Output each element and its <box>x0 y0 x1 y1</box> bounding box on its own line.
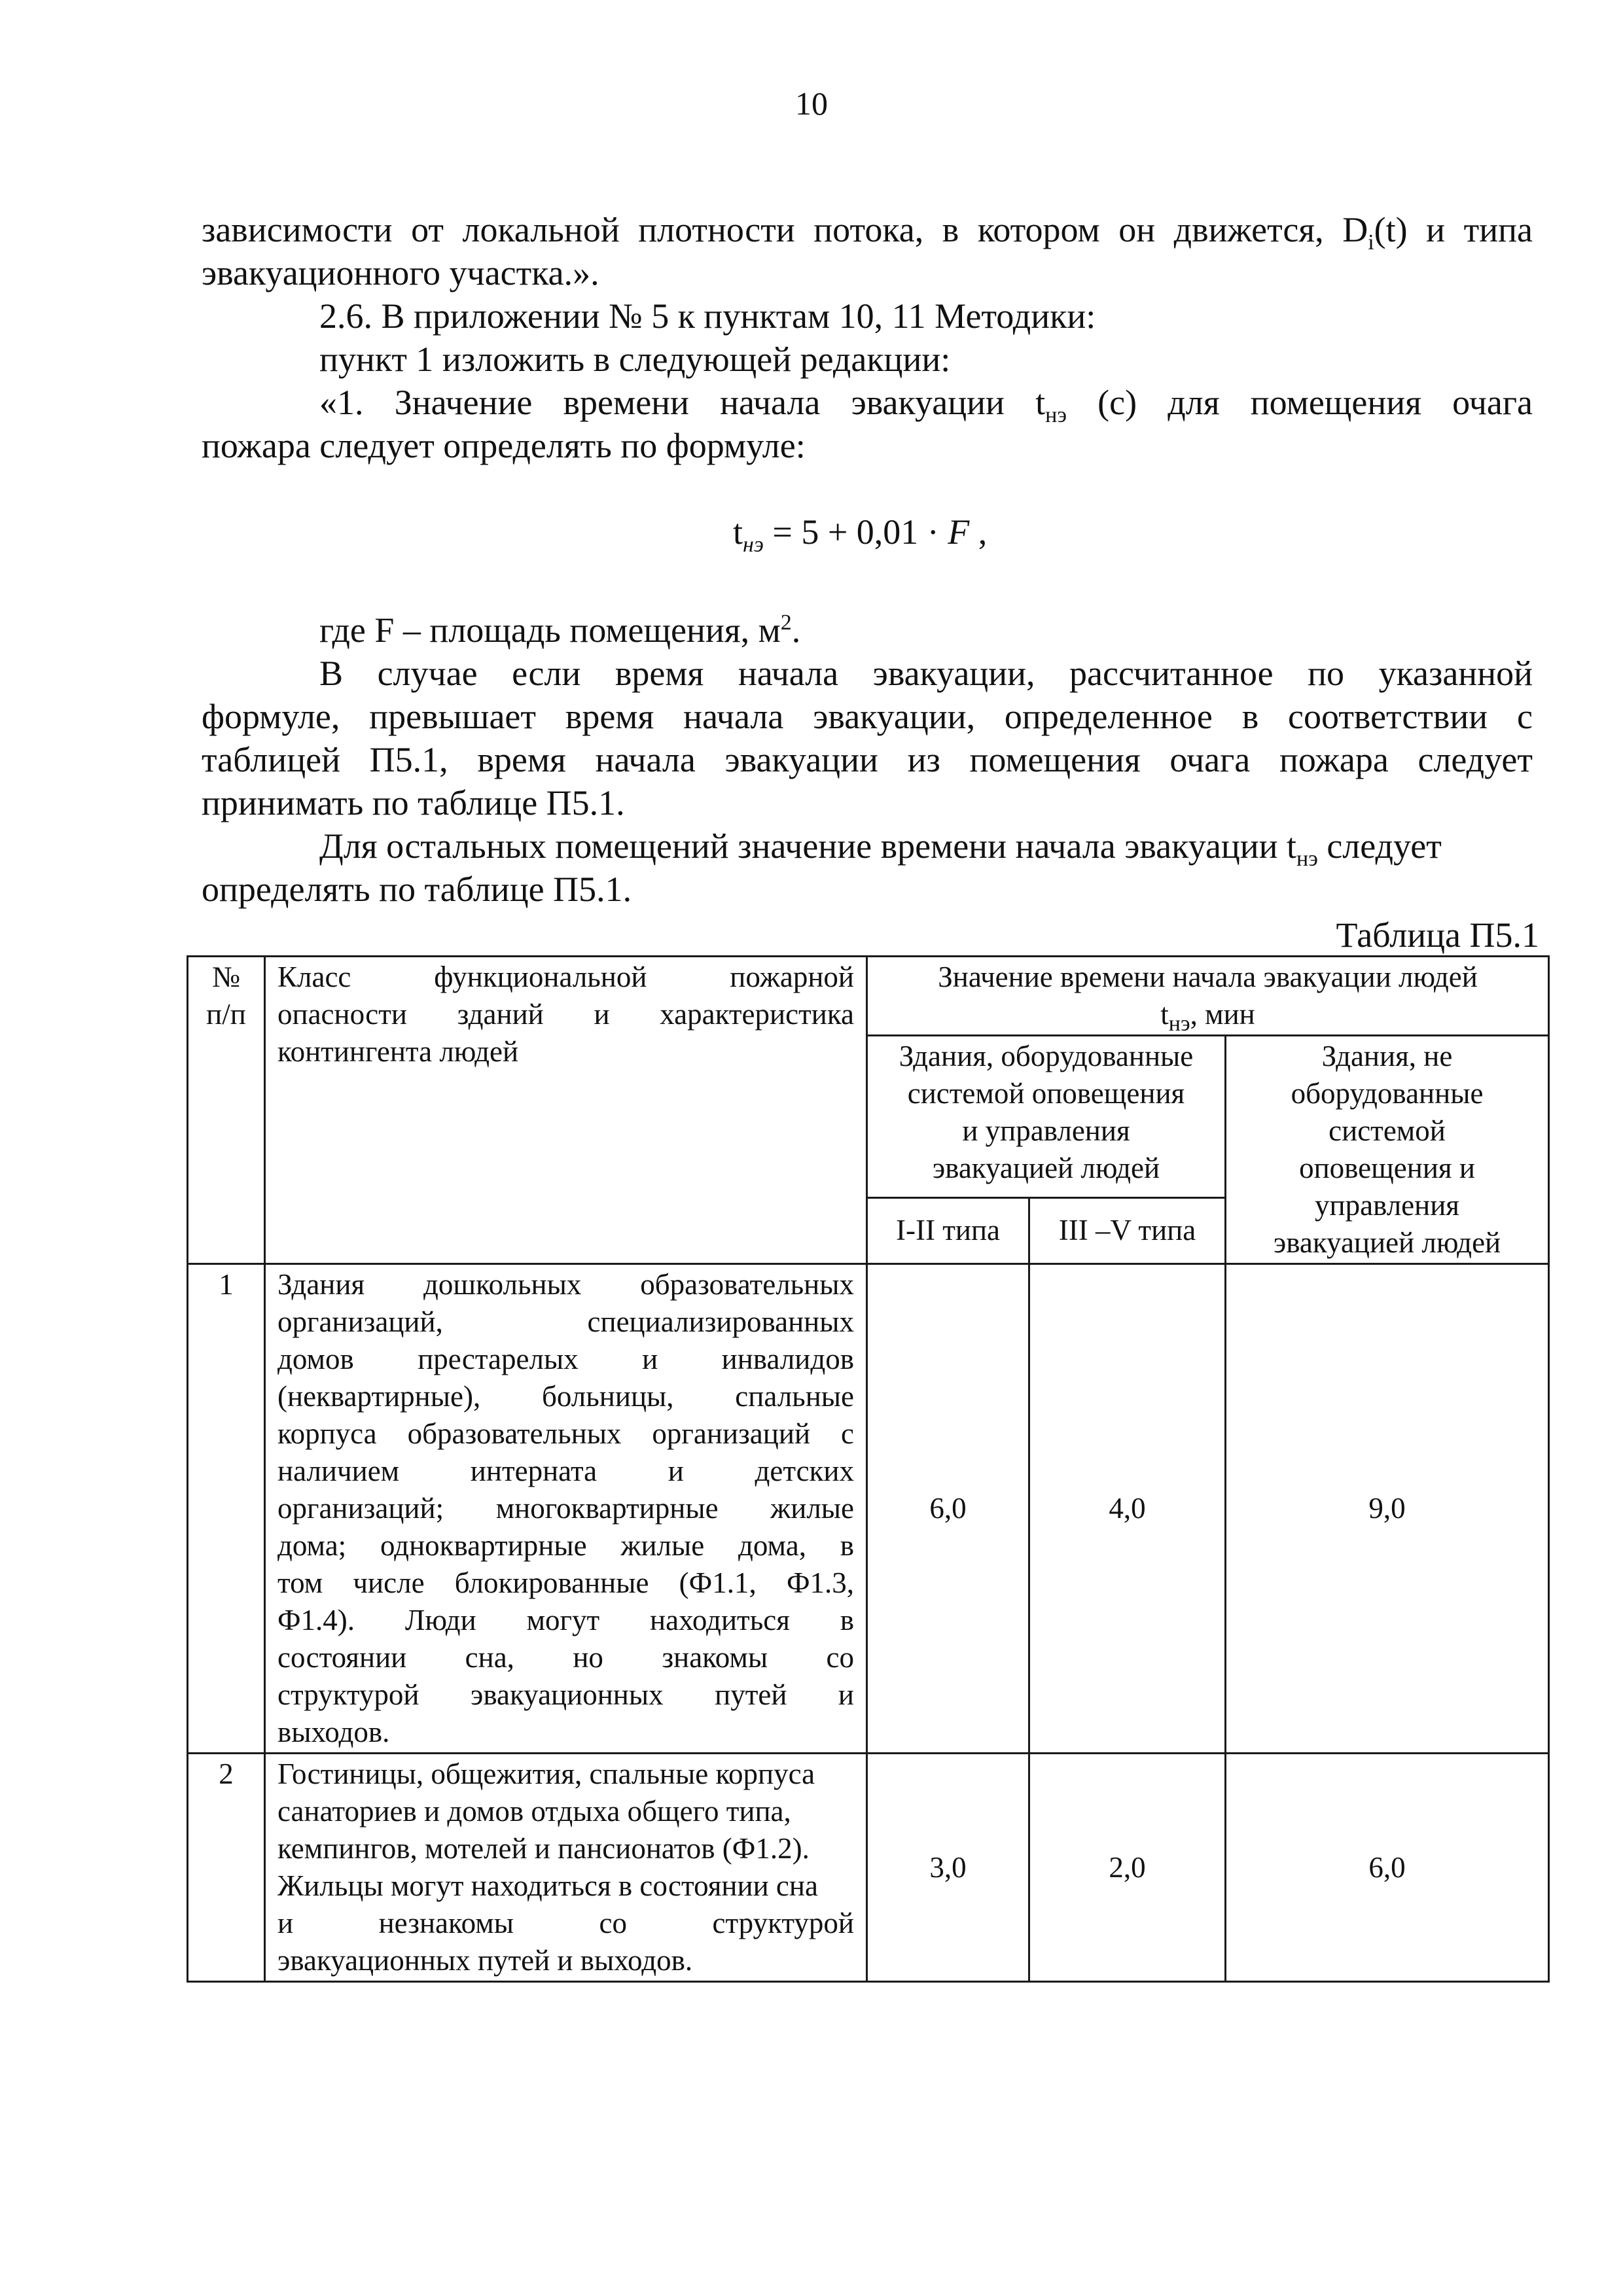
header-type-2: III –V типа <box>1029 1197 1226 1263</box>
header-class: Класс функциональной пожарной опасности зданий и характеристика контингента людей <box>265 957 867 1264</box>
paragraph-continuation <box>202 208 1533 467</box>
value-not-equipped: 9,0 <box>1226 1264 1549 1754</box>
row-number: 2 <box>188 1754 265 1982</box>
row-description: Здания дошкольных образовательных организаций, специализированных домов престарелых и инвалидов (неквартирные), больницы, спальные корпуса образовательных организаций с наличием интерната и детских организаций; многоквартирные жилые дома; одноквартирные жилые дома, в том числе блокированные (Ф1.1, Ф1.3, Ф1.4). Люди могут находиться в состоянии сна, но знакомы со структурой эвакуационных путей и выходов. <box>265 1264 867 1754</box>
page-number: 10 <box>795 85 828 122</box>
value-type-1: 6,0 <box>867 1264 1029 1754</box>
section-heading: 2.6. В приложении № 5 к пунктам 10, 11 Методики: <box>319 296 1096 336</box>
text-line: где F – площадь помещения, $м^2$. <box>319 610 801 650</box>
text-line: Для остальных помещений значение времени начала эвакуации $t_{нэ}$ следует <box>319 826 1442 871</box>
header-not-equipped: Здания, не оборудованные системой оповещения и управления эвакуацией людей <box>1226 1036 1549 1264</box>
header-number: № п/п <box>188 957 265 1264</box>
text-line: формуле, превышает время начала эвакуации, определенное в соответствии с <box>202 697 1533 736</box>
text-line: эвакуационного участка.». <box>202 253 599 292</box>
table-row <box>188 1754 1549 1982</box>
text-line: В случае если время начала эвакуации, рассчитанное по указанной <box>319 654 1533 693</box>
table-header-row <box>188 957 1549 1036</box>
text-line: зависимости от локальной плотности потока, в котором он движется, $D_i(t)$ и типа <box>202 210 1533 255</box>
row-description: Гостиницы, общежития, спальные корпуса санаториев и домов отдыха общего типа, кемпингов, мотелей и пансионатов (Ф1.2). Жильцы могут находиться в состоянии сна и незнакомы со структурой эвакуационных путей и выходов. <box>265 1754 867 1982</box>
value-type-1: 3,0 <box>867 1754 1029 1982</box>
text-line: определять по таблице П5.1. <box>202 870 632 909</box>
text-line: пункт 1 изложить в следующей редакции: <box>319 340 951 379</box>
row-number: 1 <box>188 1264 265 1754</box>
table-row <box>188 1264 1549 1754</box>
header-type-1: I-II типа <box>867 1197 1029 1263</box>
value-type-2: 2,0 <box>1029 1754 1226 1982</box>
text-line: пожара следует определять по формуле: <box>202 426 806 465</box>
text-line: принимать по таблице П5.1. <box>202 783 625 822</box>
header-value: Значение времени начала эвакуации людей $t_{нэ}$, мин <box>867 957 1549 1036</box>
evacuation-time-table <box>187 955 1550 1983</box>
text-line: «1. Значение времени начала эвакуации $t_{нэ}$ (с) для помещения очага <box>319 383 1533 427</box>
paragraph-where <box>202 609 1533 911</box>
header-equipped: Здания, оборудованные системой оповещения и управления эвакуацией людей <box>867 1036 1226 1198</box>
text-line: таблицей П5.1, время начала эвакуации из помещения очага пожара следует <box>202 740 1533 779</box>
value-not-equipped: 6,0 <box>1226 1754 1549 1982</box>
table-caption: Таблица П5.1 <box>1336 915 1539 955</box>
value-type-2: 4,0 <box>1029 1264 1226 1754</box>
formula: $t_{нэ} = 5 + 0,01 \cdot F$ , <box>733 512 988 557</box>
